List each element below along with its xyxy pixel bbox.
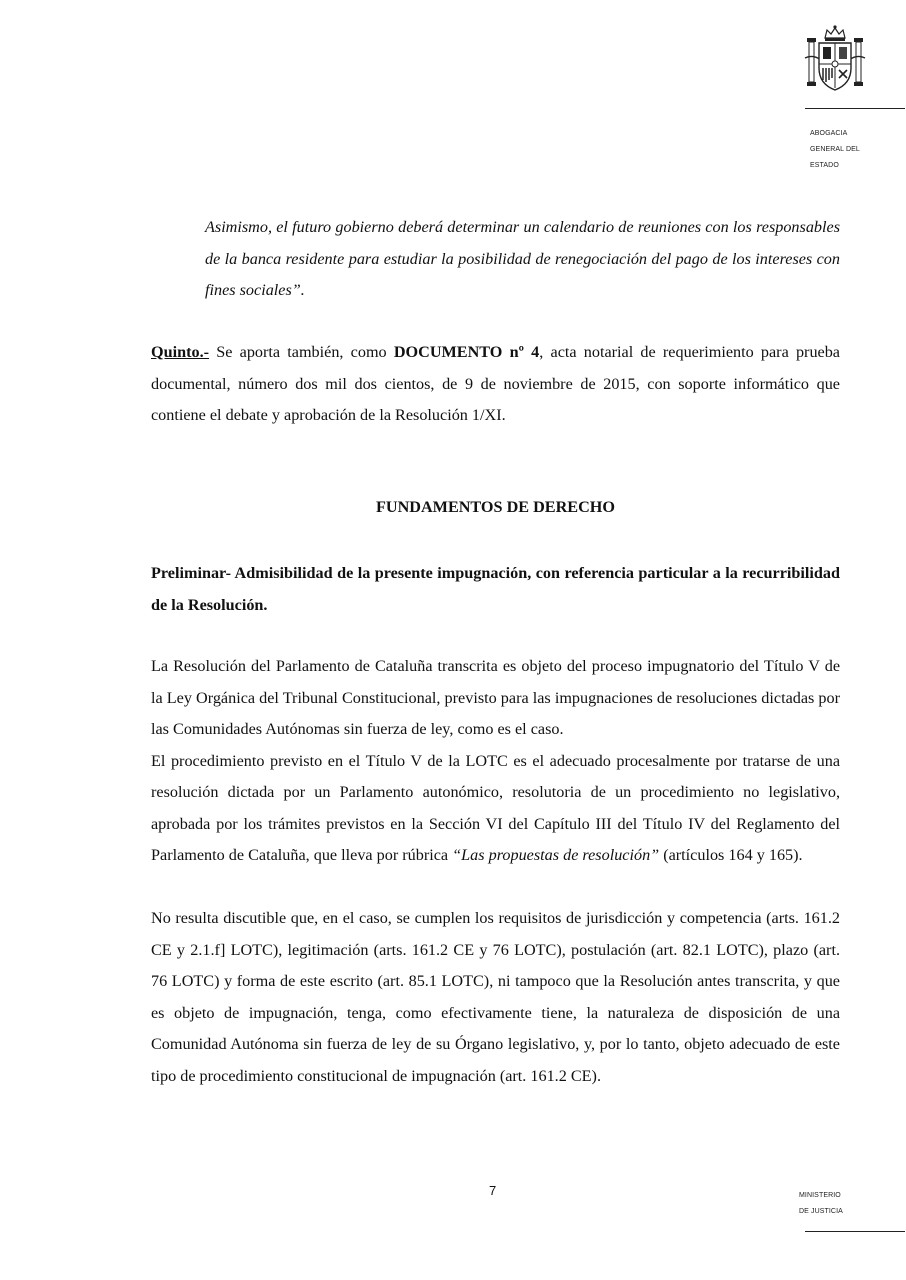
document-reference: DOCUMENTO nº 4 — [393, 343, 540, 361]
preliminar-text: Preliminar- Admisibilidad de la presente impugnación, con referencia particular a la recurribilidad de la Resolución. — [151, 564, 840, 614]
page-number: 7 — [489, 1183, 497, 1198]
body-paragraph-3: No resulta discutible que, en el caso, se cumplen los requisitos de jurisdicción y competencia (arts. 161.2 CE y 2.1.f] LOTC), legitimación (arts. 161.2 CE y 76 LOTC), postulación (art. 82.1 LOTC), plazo (art. 76 LOTC) y forma de este escrito (art. 85.1 LOTC), ni tampoco que la Resolución antes transcrita, y que es objeto de impugnación, tenga, como efectivamente tiene, la naturaleza de disposición de una Comunidad Autónoma sin fuerza de ley de su Órgano legislativo, y, por lo tanto, objeto adecuado de este tipo de procedimiento constitucional de impugnación (art. 161.2 CE). — [151, 909, 840, 1085]
body-paragraph-2 — [151, 746, 840, 872]
header-org-line: ESTADO — [810, 162, 839, 169]
section-heading: FUNDAMENTOS DE DERECHO — [376, 498, 615, 516]
quinto-text-a: Se aporta también, como — [209, 343, 394, 361]
body-paragraph-1: La Resolución del Parlamento de Cataluña transcrita es objeto del proceso impugnatorio del Título V de la Ley Orgánica del Tribunal Constitucional, previsto para las impugnaciones de resoluciones dictadas por las Comunidades Autónomas sin fuerza de ley, como es el caso. — [151, 657, 840, 738]
header-org-line: ABOGACIA — [810, 130, 848, 137]
header-organization — [810, 126, 860, 174]
body-paragraph-2-text-b: (artículos 164 y 165). — [659, 846, 803, 864]
preliminar-heading — [151, 558, 840, 621]
body-text — [151, 651, 840, 1092]
quinto-label: Quinto.- — [151, 343, 210, 361]
footer-org-line: DE JUSTICIA — [799, 1208, 843, 1215]
header-org-line: GENERAL DEL — [810, 146, 860, 153]
footer-organization — [799, 1188, 843, 1220]
quinto-text-b: , acta notarial de requerimiento para prueba documental, número dos mil dos cientos, de 9 de noviembre de 2015, con soporte informático que contiene el debate y aprobación de la Resolución 1/XI. — [151, 343, 840, 424]
quinto-paragraph — [151, 337, 840, 432]
footer-org-line: MINISTERIO — [799, 1192, 841, 1199]
quoted-resolution-text: Asimismo, el futuro gobierno deberá determinar un calendario de reuniones con los responsables de la banca residente para estudiar la posibilidad de renegociación del pago de los intereses con fines sociales”. — [205, 218, 840, 299]
body-paragraph-2-text-a: El procedimiento previsto en el Título V de la LOTC es el adecuado procesalmente por tratarse de una resolución dictada por un Parlamento autonómico, resolutoria de un procedimiento no legislativo, aprobada por los trámites previstos en la Sección VI del Capítulo III del Título IV del Reglamento del Parlamento de Cataluña, que lleva por rúbrica — [151, 751, 840, 864]
coat-of-arms-icon — [803, 24, 867, 94]
footer-rule — [805, 1231, 905, 1232]
header-rule — [805, 108, 905, 109]
rubric-title: “Las propuestas de resolución” — [452, 846, 660, 864]
